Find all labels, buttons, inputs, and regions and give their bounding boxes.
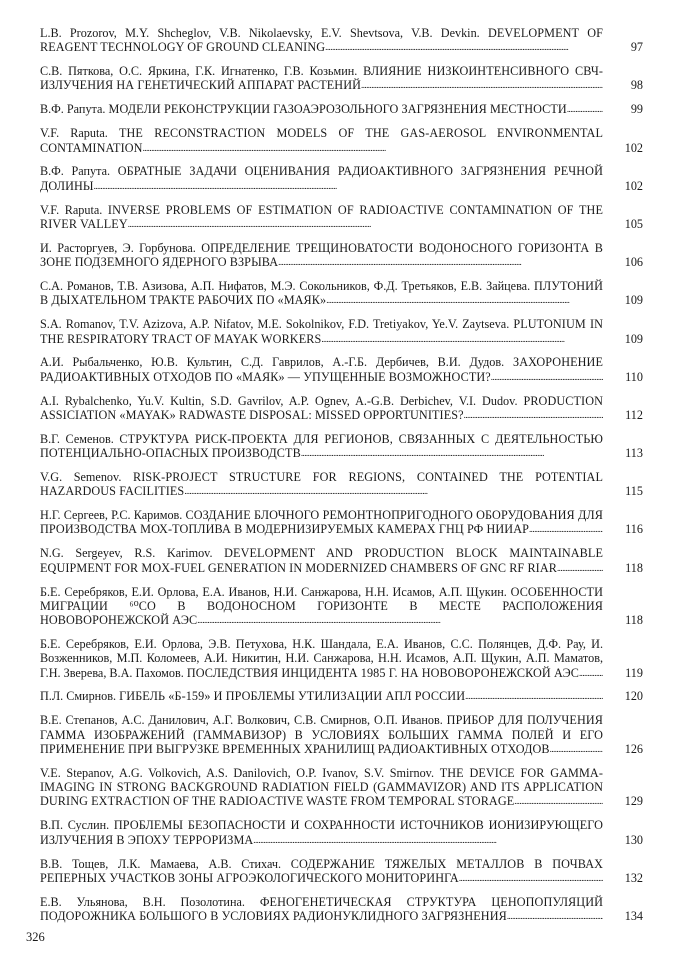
toc-entry: [40, 394, 643, 423]
toc-entry-text: [40, 470, 603, 499]
entry-authors: V.E. Stepanov, A.G. Volkovich, A.S. Danilovich, O.P. Ivanov, S.V. Smirnov.: [40, 765, 440, 780]
entry-page-number: 119: [625, 665, 643, 680]
entry-page-number: 102: [624, 140, 643, 155]
entry-authors: В.П. Суслин.: [40, 818, 114, 833]
entry-authors: Е.В. Ульянова, В.Н. Позолотина.: [40, 894, 260, 909]
entry-authors: Н.Г. Сергеев, Р.С. Каримов.: [40, 508, 186, 523]
entry-title: СТРУКТУРА РИСК-ПРОЕКТА ДЛЯ РЕГИОНОВ, СВЯЗАННЫХ С ДЕЯТЕЛЬНОСТЬЮ ПОТЕНЦИАЛЬНО-ОПАСНЫХ ПРОИЗВОДСТВ: [40, 431, 603, 461]
entry-title: ФЕНОГЕНЕТИЧЕСКАЯ СТРУКТУРА ЦЕНОПОПУЛЯЦИЙ ПОДОРОЖНИКА БОЛЬШОГО В УСЛОВИЯХ РАДИОНУКЛИДНОГО ЗАГРЯЗНЕНИЯ: [40, 894, 603, 924]
entry-title: PRODUCTION ASSICIATION «MAYAK» RADWASTE DISPOSAL: MISSED OPPORTUNITIES?: [40, 393, 603, 422]
entry-page-number: 110: [625, 369, 643, 384]
toc-entry-text: [40, 241, 603, 270]
toc-entry-text: [40, 317, 603, 346]
toc-entry-text: [40, 394, 603, 423]
toc-entry-text: [40, 102, 603, 116]
toc-entry-text: [40, 279, 603, 308]
toc-entry-text: [40, 637, 603, 680]
entry-authors: В.Е. Степанов, А.С. Данилович, А.Г. Волкович, С.В. Смирнов, О.П. Иванов.: [40, 713, 447, 728]
toc-entry: [40, 241, 643, 270]
toc-entry-text: [40, 766, 603, 809]
entry-title: СОЗДАНИЕ БЛОЧНОГО РЕМОНТНОПРИГОДНОГО ОБОРУДОВАНИЯ ДЛЯ ПРОИЗВОДСТВА МОХ-ТОПЛИВА В МОДЕРНИЗИРУЕМЫХ КАМЕРАХ ГНЦ РФ НИИАР: [40, 508, 603, 537]
entry-authors: В.Ф. Рапута.: [40, 164, 118, 179]
toc-entry: [40, 317, 643, 346]
toc-entry-text: [40, 26, 603, 55]
entry-title: ОСОБЕННОСТИ МИГРАЦИИ ⁶⁰CO В ВОДОНОСНОМ ГОРИЗОНТЕ В МЕСТЕ РАСПОЛОЖЕНИЯ НОВОВОРОНЕЖСКОЙ АЭС: [40, 584, 603, 628]
toc-entry-text: [40, 64, 603, 93]
toc-entry-text: [40, 689, 603, 703]
entry-title: DEVELOPMENT OF REAGENT TECHNOLOGY OF GROUND CLEANING: [40, 26, 603, 55]
entry-title: ГИБЕЛЬ «Б-159» И ПРОБЛЕМЫ УТИЛИЗАЦИИ АПЛ РОССИИ: [119, 689, 466, 704]
entry-authors: В.Г. Семенов.: [40, 431, 120, 446]
entry-title: RISK-PROJECT STRUCTURE FOR REGIONS, CONTAINED THE POTENTIAL HAZARDOUS FACILITIES: [40, 469, 603, 499]
entry-title: МОДЕЛИ РЕКОНСТРУКЦИИ ГАЗОАЭРОЗОЛЬНОГО ЗАГРЯЗНЕНИЯ МЕСТНОСТИ: [108, 102, 567, 117]
toc-entry-text: [40, 818, 603, 847]
toc-list: [40, 26, 643, 923]
entry-page-number: 120: [624, 689, 643, 704]
entry-title: ПОСЛЕДСТВИЯ ИНЦИДЕНТА 1985 Г. НА НОВОВОРОНЕЖСКОЙ АЭС: [186, 665, 579, 680]
toc-entry: [40, 102, 643, 116]
entry-page-number: 112: [625, 407, 643, 422]
toc-entry: [40, 279, 643, 308]
entry-authors: С.В. Пяткова, О.С. Яркина, Г.К. Игнатенко, Г.В. Козьмин.: [40, 64, 364, 79]
entry-page-number: 134: [624, 909, 643, 924]
toc-entry-text: [40, 713, 603, 756]
toc-entry: [40, 713, 643, 756]
toc-entry-text: [40, 895, 603, 924]
entry-authors: L.B. Prozorov, M.Y. Shcheglov, V.B. Nikolaevsky, E.V. Shevtsova, V.B. Devkin.: [40, 26, 488, 40]
page-number: 326: [26, 930, 45, 944]
toc-entry: [40, 689, 643, 703]
entry-title: ВЛИЯНИЕ НИЗКОИНТЕНСИВНОГО СВЧ-ИЗЛУЧЕНИЯ НА ГЕНЕТИЧЕСКИЙ АППАРАТ РАСТЕНИЙ: [40, 64, 603, 93]
toc-entry: [40, 818, 643, 847]
entry-authors: И. Расторгуев, Э. Горбунова.: [40, 240, 202, 255]
toc-entry: [40, 546, 643, 575]
entry-page-number: 105: [624, 216, 643, 231]
entry-page-number: 132: [624, 870, 643, 885]
entry-page-number: 99: [630, 102, 643, 117]
entry-title: DEVELOPMENT AND PRODUCTION BLOCK MAINTAINABLE EQUIPMENT FOR MOX-FUEL GENERATION IN MODERNIZED CHAMBERS OF GNC RF RIAR: [40, 546, 603, 575]
toc-entry: [40, 26, 643, 55]
toc-entry-text: [40, 546, 603, 575]
entry-authors: Б.Е. Серебряков, Е.И. Орлова, Э.В. Петухова, Н.К. Шандала, Е.А. Иванов, С.С. Полянцев, Д.Ф. Рау, И. Возженников, М.П. Коломеев, А.И. Никитин, Н.И. Санжарова, Н.Н. Исамов, А.П. Щукин, А.П. Маматов, Г.Н. Зверева, В.А. Пахомов.: [40, 637, 603, 680]
entry-page-number: 116: [625, 522, 643, 537]
entry-authors: V.F. Raputa.: [40, 202, 108, 217]
toc-entry: [40, 766, 643, 809]
entry-authors: А.И. Рыбальченко, Ю.В. Культин, С.Д. Гаврилов, А.-Г.Б. Дербичев, В.И. Дудов.: [40, 355, 513, 370]
entry-title: THE RECONSTRACTION MODELS OF THE GAS-AEROSOL ENVIRONMENTAL CONTAMINATION: [40, 126, 603, 155]
entry-authors: N.G. Sergeyev, R.S. Karimov.: [40, 546, 225, 561]
entry-page-number: 97: [630, 40, 643, 55]
entry-title: СОДЕРЖАНИЕ ТЯЖЕЛЫХ МЕТАЛЛОВ В ПОЧВАХ РЕПЕРНЫХ УЧАСТКОВ ЗОНЫ АГРОЭКОЛОГИЧЕСКОГО МОНИТОРИНГА: [40, 856, 603, 885]
entry-authors: В.В. Тощев, Л.К. Мамаева, А.В. Стихач.: [40, 856, 291, 871]
entry-page-number: 130: [624, 832, 643, 847]
entry-page-number: 118: [625, 613, 643, 628]
entry-title: THE DEVICE FOR GAMMA-IMAGING IN STRONG BACKGROUND RADIATION FIELD (GAMMAVIZOR) AND ITS APPLICATION DURING EXTRACTION OF THE RADIOACTIVE WASTE FROM TEMPORAL STORAGE: [40, 765, 603, 809]
toc-entry: [40, 857, 643, 886]
toc-entry: [40, 508, 643, 537]
entry-authors: V.F. Raputa.: [40, 126, 119, 141]
toc-entry-text: [40, 126, 603, 155]
toc-entry: [40, 164, 643, 193]
entry-authors: S.A. Romanov, T.V. Azizova, A.P. Nifatov, M.E. Sokolnikov, F.D. Tretiyakov, Ye.V. Zaytseva.: [40, 317, 514, 332]
entry-title: ЗАХОРОНЕНИЕ РАДИОАКТИВНЫХ ОТХОДОВ ПО «МАЯК» — УПУЩЕННЫЕ ВОЗМОЖНОСТИ?: [40, 355, 603, 384]
toc-entry-text: [40, 203, 603, 232]
entry-title: ОБРАТНЫЕ ЗАДАЧИ ОЦЕНИВАНИЯ РАДИОАКТИВНОГО ЗАГРЯЗНЕНИЯ РЕЧНОЙ ДОЛИНЫ: [40, 164, 603, 193]
entry-title: ПРОБЛЕМЫ БЕЗОПАСНОСТИ И СОХРАННОСТИ ИСТОЧНИКОВ ИОНИЗИРУЮЩЕГО ИЗЛУЧЕНИЯ В ЭПОХУ ТЕРРОРИЗМА: [40, 818, 603, 847]
entry-page-number: 109: [624, 293, 643, 308]
toc-entry-text: [40, 857, 603, 886]
entry-authors: V.G. Semenov.: [40, 469, 133, 484]
toc-entry: [40, 585, 643, 628]
entry-title: PLUTONIUM IN THE RESPIRATORY TRACT OF MAYAK WORKERS: [40, 317, 603, 346]
entry-page-number: 129: [624, 794, 643, 809]
toc-entry-text: [40, 508, 603, 537]
toc-entry: [40, 203, 643, 232]
toc-entry: [40, 470, 643, 499]
toc-entry: [40, 355, 643, 384]
toc-entry: [40, 432, 643, 461]
entry-title: ПРИБОР ДЛЯ ПОЛУЧЕНИЯ ГАММА ИЗОБРАЖЕНИЙ (ГАММАВИЗОР) В УСЛОВИЯХ БОЛЬШИХ ГАММА ПОЛЕЙ И ЕГО ПРИМЕНЕНИЕ ПРИ ВЫГРУЗКЕ ВРЕМЕННЫХ ХРАНИЛИЩ РАДИОАКТИВНЫХ ОТХОДОВ: [40, 713, 603, 756]
entry-page-number: 102: [624, 178, 643, 193]
entry-authors: С.А. Романов, Т.В. Азизова, А.П. Нифатов, М.Э. Сокольников, Ф.Д. Третьяков, Е.В. Зайцева.: [40, 279, 534, 294]
entry-title: INVERSE PROBLEMS OF ESTIMATION OF RADIOACTIVE CONTAMINATION OF THE RIVER VALLEY: [40, 202, 603, 231]
entry-page-number: 118: [625, 560, 643, 575]
toc-entry: [40, 126, 643, 155]
entry-title: ПЛУТОНИЙ В ДЫХАТЕЛЬНОМ ТРАКТЕ РАБОЧИХ ПО «МАЯК»: [40, 279, 603, 308]
entry-authors: A.I. Rybalchenko, Yu.V. Kultin, S.D. Gavrilov, A.P. Ognev, A.-G.B. Derbichev, V.I. Dudov.: [40, 393, 524, 408]
entry-page-number: 98: [630, 78, 643, 93]
entry-authors: Б.Е. Серебряков, Е.И. Орлова, Е.А. Иванов, Н.И. Санжарова, Н.Н. Исамов, А.П. Щукин.: [40, 584, 511, 599]
toc-entry: [40, 895, 643, 924]
toc-entry-text: [40, 355, 603, 384]
entry-authors: П.Л. Смирнов.: [40, 689, 120, 704]
toc-entry-text: [40, 585, 603, 628]
toc-entry-text: [40, 432, 603, 461]
entry-page-number: 126: [624, 741, 643, 756]
entry-title: ОПРЕДЕЛЕНИЕ ТРЕЩИНОВАТОСТИ ВОДОНОСНОГО ГОРИЗОНТА В ЗОНЕ ПОДЗЕМНОГО ЯДЕРНОГО ВЗРЫВА: [40, 240, 603, 270]
toc-entry: [40, 64, 643, 93]
toc-entry: [40, 637, 643, 680]
entry-page-number: 115: [625, 484, 643, 499]
entry-page-number: 113: [625, 446, 643, 461]
entry-authors: В.Ф. Рапута.: [40, 102, 109, 117]
toc-entry-text: [40, 164, 603, 193]
entry-page-number: 106: [624, 255, 643, 270]
entry-page-number: 109: [624, 331, 643, 346]
